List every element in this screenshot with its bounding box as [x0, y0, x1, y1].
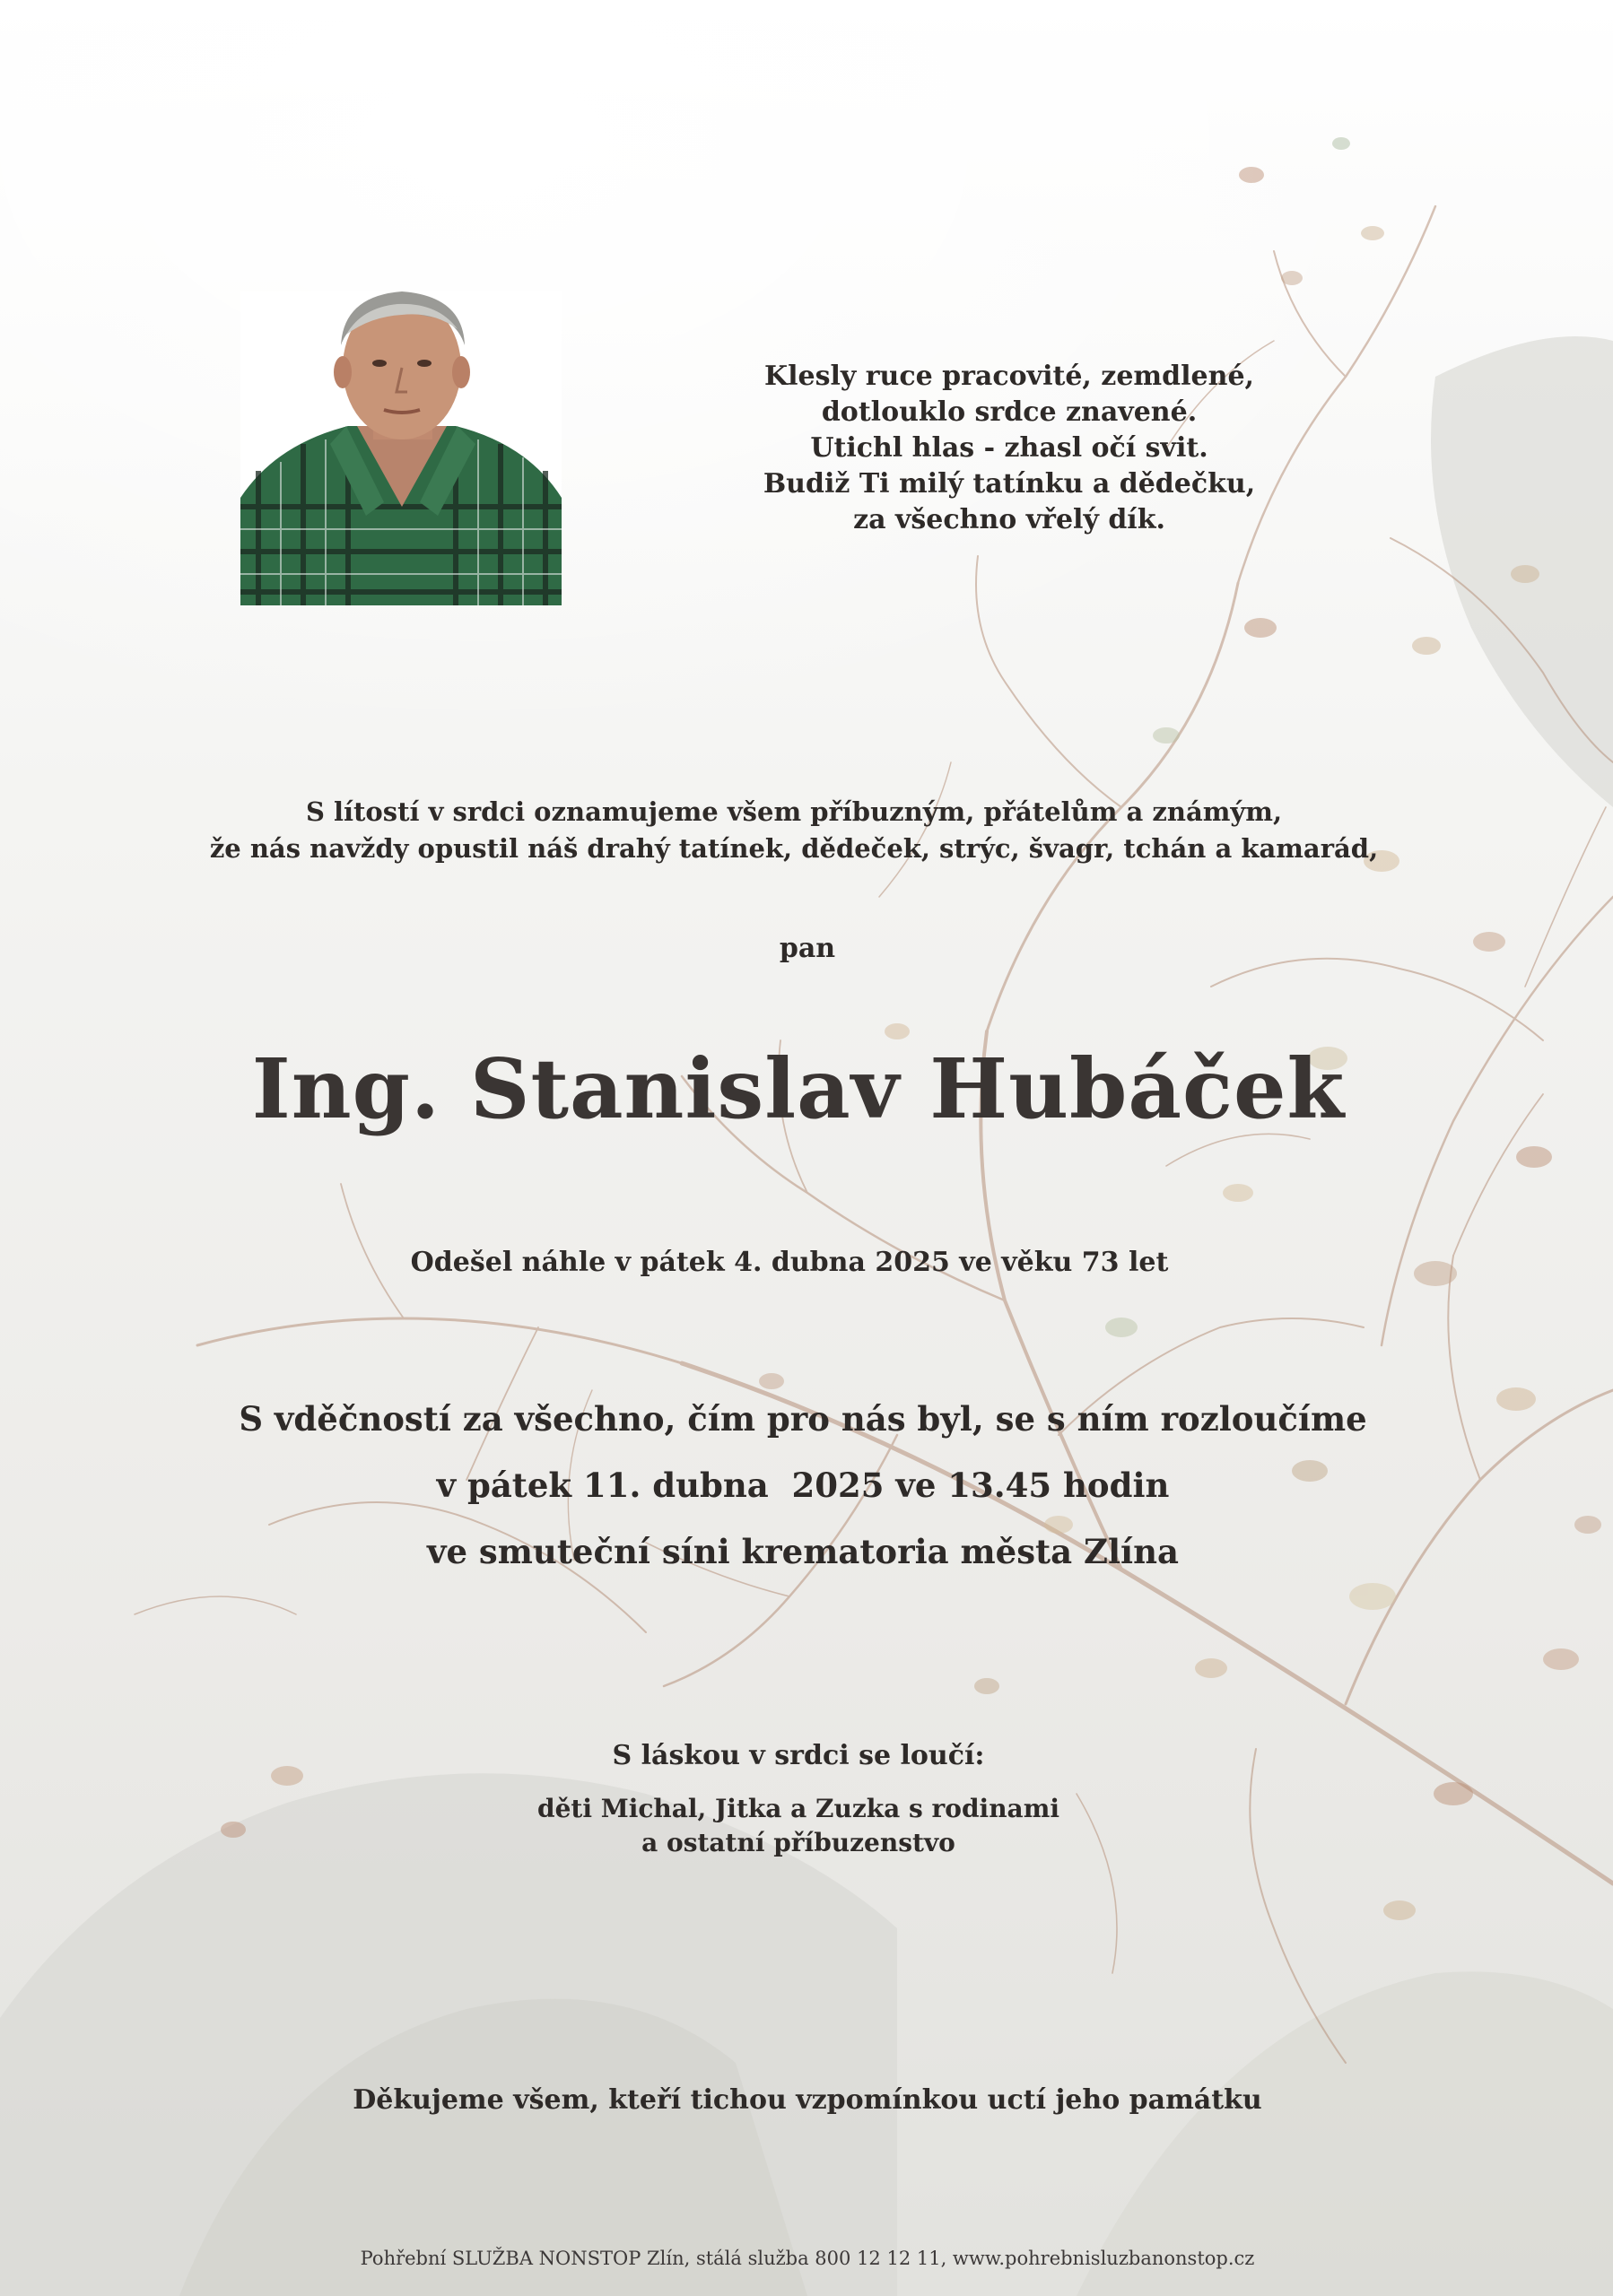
thanks-line: Děkujeme všem, kteří tichou vzpomínkou uctí jeho památku: [353, 2084, 1262, 2116]
announcement-intro: [135, 794, 1453, 867]
portrait-photo: [240, 291, 562, 605]
ceremony-line: v pátek 11. dubna 2025 ve 13.45 hodin: [436, 1465, 1170, 1505]
verse-line: dotlouklo srdce znavené.: [821, 396, 1198, 428]
ceremony-details: [135, 1386, 1471, 1585]
salutation: pan: [779, 933, 836, 964]
mourners-list: [466, 1792, 1130, 1860]
ceremony-line: ve smuteční síni krematoria města Zlína: [427, 1532, 1179, 1571]
intro-line: S lítostí v srdci oznamujeme všem příbuzným, přátelům a známým,: [305, 796, 1283, 827]
verse-line: za všechno vřelý dík.: [853, 504, 1165, 535]
death-note: Odešel náhle v pátek 4. dubna 2025 ve věku 73 let: [410, 1247, 1169, 1278]
verse-line: Budiž Ti milý tatínku a dědečku,: [763, 468, 1256, 500]
mourner-line: a ostatní příbuzenstvo: [641, 1828, 955, 1857]
deceased-name: Ing. Stanislav Hubáček: [251, 1040, 1346, 1137]
funeral-service-footer: Pohřební SLUŽBA NONSTOP Zlín, stálá služba 800 12 12 11, www.pohrebnisluzbanonstop.cz: [360, 2248, 1255, 2269]
verse-line: Klesly ruce pracovité, zemdlené,: [764, 361, 1254, 392]
mourner-line: děti Michal, Jitka a Zuzka s rodinami: [537, 1794, 1059, 1823]
memorial-verse: [709, 359, 1310, 538]
ceremony-line: S vděčností za všechno, čím pro nás byl, se s ním rozloučíme: [239, 1399, 1367, 1439]
verse-line: Utichl hlas - zhasl očí svit.: [810, 432, 1208, 464]
intro-line: že nás navždy opustil náš drahý tatínek, dědeček, strýc, švagr, tchán a kamarád,: [209, 833, 1379, 864]
mourners-heading: S láskou v srdci se loučí:: [612, 1740, 985, 1771]
